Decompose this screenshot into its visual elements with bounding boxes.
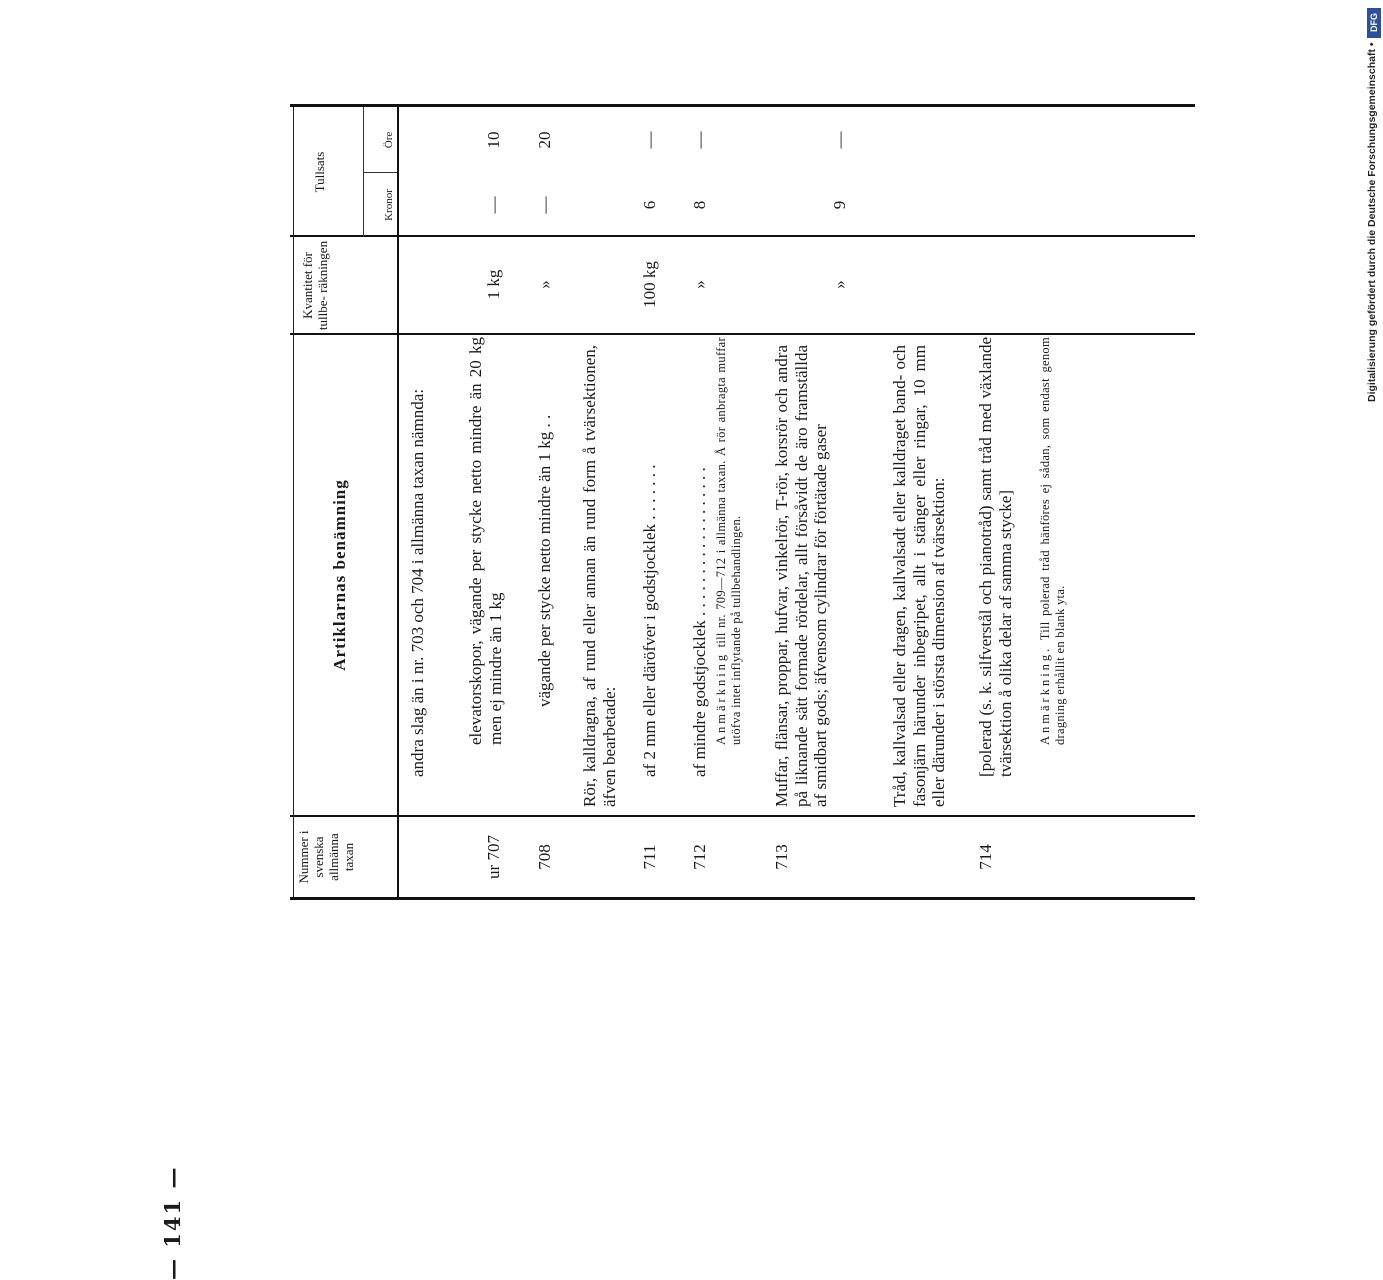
row-kronor: —: [535, 196, 554, 214]
column-divider: [290, 815, 1195, 817]
header-quantity: Kvantitet för tullbe- räkningen: [300, 240, 330, 331]
row-ore: —: [690, 131, 709, 149]
row-description: Rör, kalldragna, af rund eller annan än rund form å tvärsektionen, äfven bearbetade:: [580, 345, 619, 807]
row-kronor: 6: [640, 200, 659, 210]
rotated-sheet: [160, 110, 1195, 1280]
row-number: ur 707: [484, 835, 503, 879]
digitization-credit: [1366, 10, 1383, 410]
row-description: elevatorskopor, vägande per stycke netto mindre än 20 kg men ej mindre än 1 kg: [466, 337, 505, 745]
row-ore: 10: [484, 131, 503, 149]
row-kronor: —: [484, 196, 503, 214]
row-ore: —: [830, 131, 849, 149]
row-note: [714, 337, 744, 745]
row-kronor: 8: [690, 200, 709, 210]
row-note: [1038, 337, 1068, 745]
row-description: af 2 mm eller däröfver i godstjocklek . . . . . . .: [640, 464, 659, 777]
row-ore: —: [640, 131, 659, 149]
row-number: 713: [772, 844, 791, 870]
header-kronor: Kronor: [383, 189, 395, 221]
row-quantity: 1 kg: [484, 269, 503, 300]
row-quantity: 100 kg: [640, 261, 659, 308]
column-divider: [290, 235, 1195, 237]
digitization-credit-text: Digitalisierung gefördert durch die Deutsche Forschungsgemeinschaft •: [1366, 42, 1378, 402]
header-rate: Tullsats: [312, 151, 327, 193]
row-description: vägande per stycke netto mindre än 1 kg . .: [535, 414, 554, 707]
note-label: Anmärkning: [714, 651, 728, 745]
page-number: — 141 —: [160, 1165, 185, 1280]
note-text: Till polerad tråd hänföres ej sådan, som endast genom dragning erhållit en blank yta.: [1038, 337, 1067, 745]
row-number: 714: [976, 844, 995, 870]
row-number: 712: [690, 844, 709, 870]
row-description: andra slag än i nr. 703 och 704 i allmänna taxan nämnda:: [408, 388, 427, 777]
row-number: 711: [640, 844, 659, 870]
row-quantity: »: [535, 280, 554, 289]
header-ore: Öre: [383, 131, 395, 149]
note-label: Anmärkning.: [1038, 645, 1052, 745]
note-text: till nr. 709—712 i allmänna taxan. Å rör anbragta muffar utöfva intet inflytande på tullbehandlingen.: [714, 337, 743, 745]
dfg-logo: DFG: [1367, 8, 1381, 38]
column-divider: [290, 333, 1195, 335]
row-quantity: »: [830, 280, 849, 289]
row-description: af mindre godstjocklek . . . . . . . . . . . . . . . . . .: [690, 467, 709, 777]
row-description: Tråd, kallvalsad eller dragen, kallvalsadt eller kalldraget band- och fasonjärn härunder inbegripet, allt i stänger eller ringar, 10 mm eller därunder i största dimension af tvärsektion:: [890, 345, 948, 807]
row-quantity: »: [690, 280, 709, 289]
row-description: Muffar, flänsar, proppar, hufvar, vinkelrör, T-rör, korsrör och andra på liknande sätt formade rördelar, allt försåvidt de äro framställda af smidbart gods; äfvensom cylindrar för förtätade gaser: [772, 345, 830, 807]
header-description: Artiklarnas benämning: [330, 479, 349, 671]
row-kronor: 9: [830, 200, 849, 210]
row-ore: 20: [535, 131, 554, 149]
header-number: Nummer i svenska allmänna taxan: [296, 830, 356, 884]
row-number: 708: [535, 844, 554, 870]
row-description: [polerad (s. k. silfverstål och pianotråd) samt tråd med växlande tvärsektion å olika delar af samma stycke]: [976, 337, 1015, 777]
tariff-table: [290, 104, 1195, 900]
